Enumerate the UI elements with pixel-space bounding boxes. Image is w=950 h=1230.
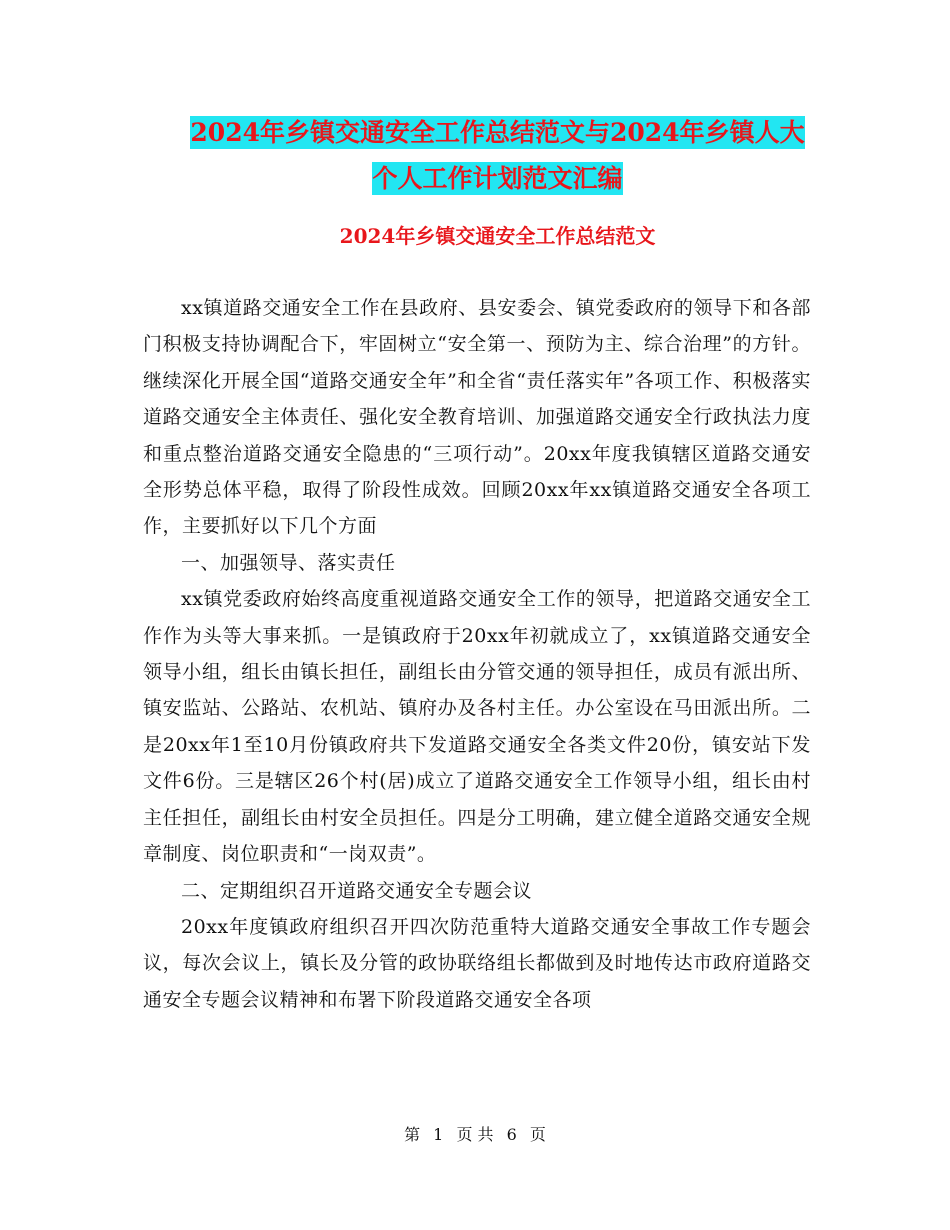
document-body [143,290,811,1018]
footer-mid: 页 共 [456,1125,494,1144]
document-title [140,110,855,202]
section-title: 2024年乡镇交通安全工作总结范文 [339,224,656,248]
page-footer [0,1122,950,1145]
paragraph-heading-1: 一、加强领导、落实责任 [181,551,396,574]
footer-page-number: 1 [433,1125,444,1144]
paragraph-leadership: xx镇党委政府始终高度重视道路交通安全工作的领导，把道路交通安全工作作为头等大事来抓。一是镇政府于20xx年初就成立了，xx镇道路交通安全领导小组，组长由镇长担任，副组长由分管交通的领导担任，成员有派出所、镇安监站、公路站、农机站、镇府办及各村主任。办公室设在马田派出所。二是20xx年1至10月份镇政府共下发道路交通安全各类文件20份，镇安站下发文件6份。三是辖区26个村(居)成立了道路交通安全工作领导小组，组长由村主任担任，副组长由村安全员担任。四是分工明确，建立健全道路交通安全规章制度、岗位职责和“一岗双责”。 [143,588,811,866]
footer-suffix: 页 [529,1125,546,1144]
footer-total-pages: 6 [506,1125,517,1144]
paragraph-intro: xx镇道路交通安全工作在县政府、县安委会、镇党委政府的领导下和各部门积极支持协调配合下，牢固树立“安全第一、预防为主、综合治理”的方针。继续深化开展全国“道路交通安全年”和全省“责任落实年”各项工作、积极落实道路交通安全主体责任、强化安全教育培训、加强道路交通安全行政执法力度和重点整治道路交通安全隐患的“三项行动”。20xx年度我镇辖区道路交通安全形势总体平稳，取得了阶段性成效。回顾20xx年xx镇道路交通安全各项工作，主要抓好以下几个方面 [143,297,811,538]
footer-prefix: 第 [404,1125,421,1144]
paragraph-heading-2: 二、定期组织召开道路交通安全专题会议 [181,879,533,902]
document-title-line-2: 个人工作计划范文汇编 [372,164,623,193]
paragraph-meetings: 20xx年度镇政府组织召开四次防范重特大道路交通安全事故工作专题会议，每次会议上，镇长及分管的政协联络组长都做到及时地传达市政府道路交通安全专题会议精神和布署下阶段道路交通安全各项 [143,915,811,1011]
document-title-line-1: 2024年乡镇交通安全工作总结范文与2024年乡镇人大 [190,118,805,147]
